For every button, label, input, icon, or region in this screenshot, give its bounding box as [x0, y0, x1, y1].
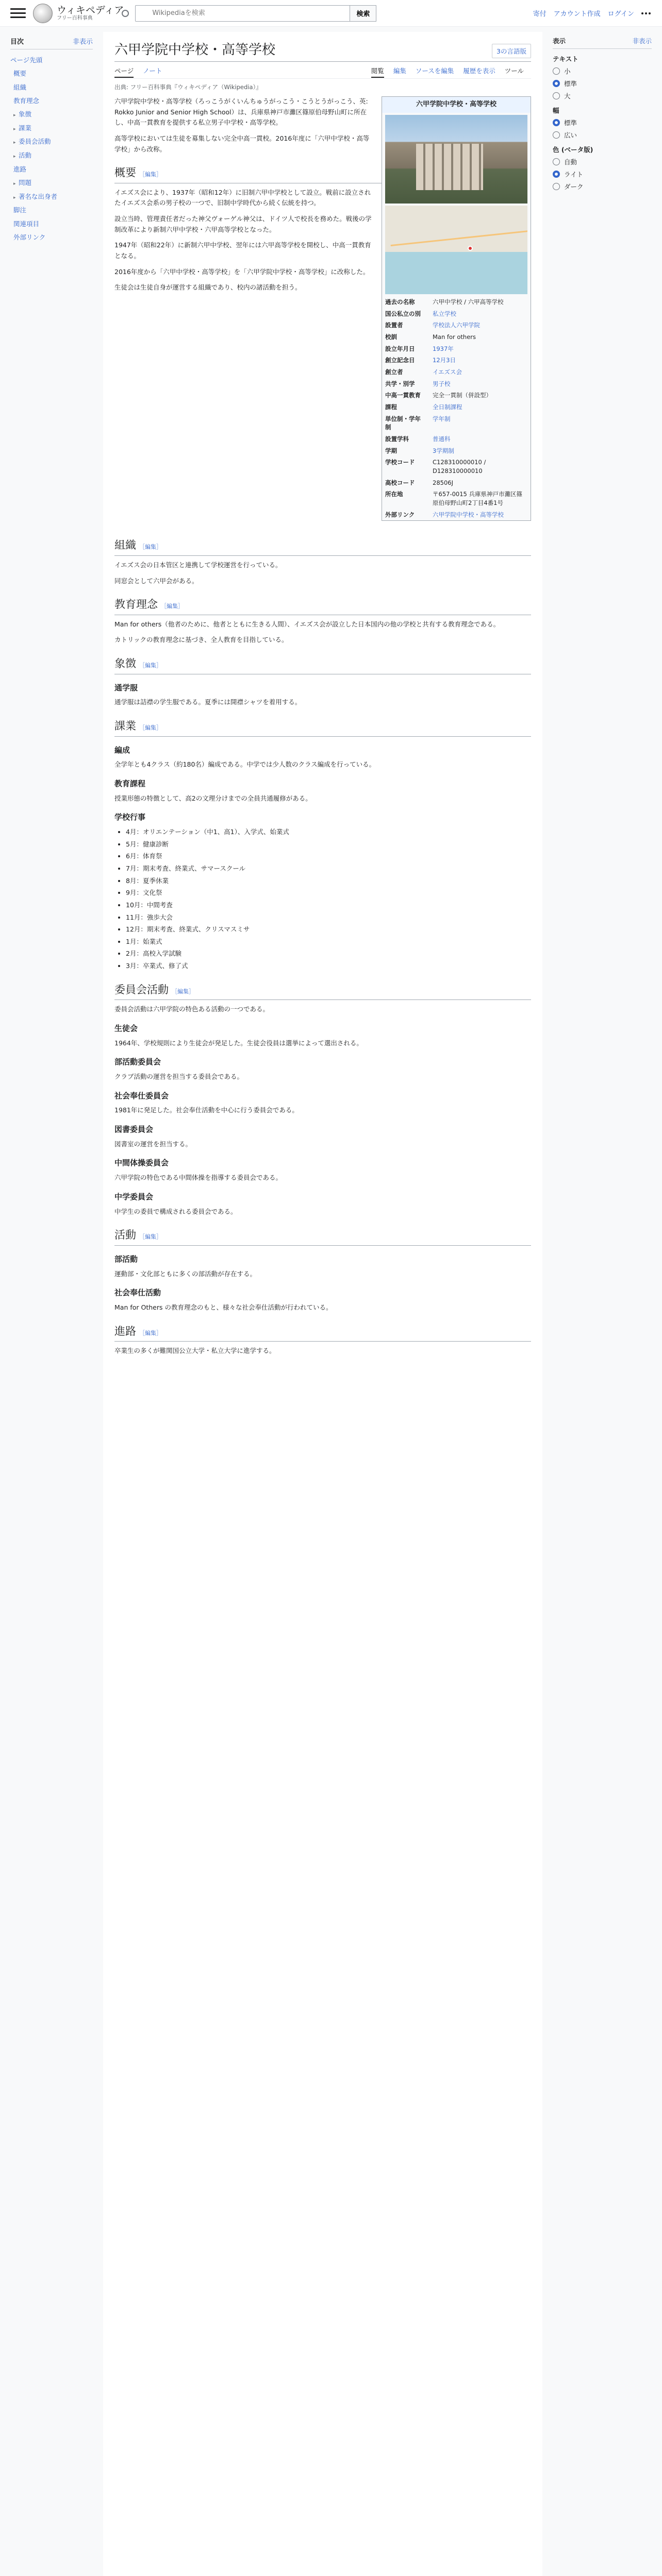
tab-history[interactable]: 履歴を表示 — [463, 67, 495, 75]
chevron-right-icon[interactable]: ▸ — [13, 140, 16, 146]
list-item: • 6月：体育祭 — [126, 851, 531, 862]
radio-selected-icon — [553, 171, 560, 178]
toc-sidebar — [10, 36, 93, 244]
section-heading-committee: 委員会活動 ［編集］ — [114, 981, 531, 1001]
chevron-right-icon[interactable]: ▸ — [13, 195, 16, 200]
list-item: • 10月：中間考査 — [126, 900, 531, 911]
toc-item-external[interactable]: 外部リンク — [13, 233, 46, 241]
radio-icon — [553, 131, 560, 139]
radio-selected-icon — [553, 119, 560, 126]
toc-item-notes[interactable]: 脚注 — [13, 206, 27, 214]
page-title: 六甲学院中学校・高等学校 — [114, 42, 276, 58]
infobox-table: 過去の名称 六甲中学校 / 六甲高等学校 国公私立の別 私立学校 設置者 学校法人六甲学院 校訓 Man for others 設立年月日 1937年 創立記念日 12月3日 創立者 イエズス会 共学・別学 男子校 中高一貫教育 完全一貫制（併設型） 課程 全日制課程 単位制・学年制 学年制 設置学科 普通科 学期 3学期制 学校コード C128310000010 / D128310000010 高校コード 28506J 所在地 〒657-0015 兵庫県神戸市灘区篠原伯母野山町2丁目4番1号 外部リンク 六甲学院中学校・高等学校 — [385, 298, 523, 518]
color-option-dark[interactable]: ダーク — [553, 182, 652, 191]
toc-item-committee[interactable]: ▸ 委員会活動 — [13, 138, 51, 146]
intro-paragraph: 六甲学院中学校・高等学校（ろっこうがくいんちゅうがっこう・こうとうがっこう、英: Rokko Junior and Senior High School）は、兵庫県神戸市灘区篠原伯母野山町に所在し、中高一貫教育を提供する私立男子中学校・高等学校。 — [114, 97, 368, 127]
intro-paragraph: 高等学校においては生徒を募集しない完全中高一貫校。2016年度に「六甲中学校・高等学校」から改称。 — [114, 134, 370, 153]
infobox-title: 六甲学院中学校・高等学校 — [382, 97, 531, 113]
edit-link[interactable]: ［編集］ — [139, 1329, 162, 1336]
toc-title: 目次 — [10, 38, 24, 46]
toc-item-problems[interactable]: ▸ 問題 — [13, 179, 32, 187]
article-body: 六甲学院中学校・高等学校 過去の名称 六甲中学校 / 六甲高等学校 国公私立の別 私立学校 設置者 学校法人六甲学院 校訓 Man for others 設立年月日 1937年 創立記念日 12月3日 創立者 イエズス会 共学・別学 男子校 中高一貫教育 完全一貫制（併設型） 課程 全日制課程 単位制・学年制 学年制 設置学科 普通科 学期 3学期制 学校コード C128310000010 / D128310000010 高校コード 28506J 所在地 〒657-0015 兵庫県神戸市灘区篠原伯母野山町2丁目4番1号 外部リンク 六甲学院中学校・高等学校 六甲学院中学校・高等学校（ろっこうがくいんちゅうがっこう・こうとうがっこう、英: Rokko Junior and Senior High School）は、兵庫県神戸市灘区篠原伯母野山町に所在し、中高一貫教育を提供する私立男子中学校・高等学校。 高等学校においては生徒を募集しない完全中高一貫校。2016年度に「六甲中学校・高等学校」から改称。 概要 ［編集］ イエズス会により、1937年（昭和12年）に旧制六甲中学校として設立。戦前に設立されたイエズス会系の男子校の一つで、旧制中学時代から続く伝統を持つ。 設立当時、管理責任者だった神父ヴォーゲル神父は、ドイツ人で校長を務めた。戦後の学制改革により新制六甲中学校・六甲高等学校となった。 1947年（昭和22年）に新制六甲中学校、翌年には六甲高等学校を開校し、中高一貫教育となる。 2016年度から「六甲中学校・高等学校」を「六甲学院中学校・高等学校」に改称した。 生徒会は生徒自身が運営する組織であり、校内の諸活動を担う。 組織 ［編集］ イエズス会の日本管区と連携して学校運営を行っている。 同窓会として六甲会がある。 教育理念 ［編集］ Man for others（他者のために、他者とともに生きる人間）、イエズス会が設立した日本国内の他の学校と共有する教育理念である。 カトリックの教育理念に基づき、全人教育を目指している。 象徴 ［編集］ 通学服 通学服は詰襟の学生服である。夏季には開襟シャツを着用する。 課業 ［編集］ 編成 全学年とも4クラス（約180名）編成である。中学では少人数のクラス編成を行っている。 教育課程 授業形態の特徴として、高2の文理分けまでの全員共通履修がある。 学校行事 • 4月：オリエンテーション（中1、高1）、入学式、始業式 • 5月：健康診断 • 6月：体育祭 • 7月：期末考査、終業式、サマースクール • 8月：夏季休業 • 9月：文化祭 • 10月：中間考査 • 11月：強歩大会 • 12月：期末考査、終業式、クリスマスミサ • 1月：始業式 • 2月：高校入学試験 • 3月：卒業式、修了式 委員会活動 ［編集］ 委員会活動は六甲学院の特色ある活動の一つである。 生徒会 1964年、学校規則により生徒会が発足した。生徒会役員は選挙によって選出される。 部活動委員会 クラブ活動の運営を担当する委員会である。 社会奉仕委員会 1981年に発足した。社会奉仕活動を中心に行う委員会である。 図書委員会 図書室の運営を担当する。 中間体操委員会 六甲学院の特色である中間体操を指導する委員会である。 中学委員会 中学生の委員で構成される委員会である。 活動 ［編集］ 部活動 運動部・文化部ともに多くの部活動が存在する。 社会奉仕活動 Man for Others の教育理念のもと、様々な社会奉仕活動が行われている。 進路 ［編集］ 卒業生の多くが難関国公立大学・私立大学に進学する。 — [114, 96, 531, 1357]
login-link[interactable]: ログイン — [607, 10, 634, 18]
section-heading-course: 課業 ［編集］ — [114, 717, 531, 737]
color-option-auto[interactable]: 自動 — [553, 157, 652, 166]
toc-item-alumni[interactable]: ▸ 著名な出身者 — [13, 192, 58, 200]
tab-edit[interactable]: 編集 — [393, 67, 406, 75]
section-heading-org: 組織 ［編集］ — [114, 536, 531, 556]
color-group-label: 色 (ベータ版) — [553, 146, 593, 154]
radio-selected-icon — [553, 80, 560, 87]
width-option-standard[interactable]: 標準 — [553, 118, 652, 127]
appearance-hide-button[interactable]: 非表示 — [632, 37, 652, 45]
appearance-sidebar — [553, 36, 652, 194]
section-heading-activities: 活動 ［編集］ — [114, 1226, 531, 1246]
toc-item-activities[interactable]: ▸ 活動 — [13, 151, 32, 160]
more-options-icon[interactable] — [641, 12, 652, 14]
text-size-option-small[interactable]: 小 — [553, 66, 652, 76]
toc-hide-button[interactable]: 非表示 — [72, 38, 93, 46]
color-option-light[interactable]: ライト — [553, 170, 652, 179]
tab-edit-source[interactable]: ソースを編集 — [415, 67, 454, 75]
radio-icon — [553, 158, 560, 165]
search-icon — [122, 10, 129, 17]
section-heading-career: 進路 ［編集］ — [114, 1323, 531, 1342]
edit-link[interactable]: ［編集］ — [139, 724, 162, 732]
school-photo[interactable] — [385, 115, 527, 204]
list-item: • 8月：夏季休業 — [126, 876, 531, 887]
tab-talk[interactable]: ノート — [143, 67, 162, 75]
infobox — [382, 96, 531, 521]
article-main — [103, 32, 542, 2576]
search-form — [135, 5, 376, 22]
article-source-note: 出典: フリー百科事典『ウィキペディア（Wikipedia）』 — [114, 83, 262, 91]
appearance-title: 表示 — [553, 37, 566, 45]
radio-icon — [553, 92, 560, 99]
text-size-group-label: テキスト — [553, 55, 578, 63]
text-size-option-large[interactable]: 大 — [553, 91, 652, 100]
tab-read[interactable]: 閲覧 — [371, 67, 384, 78]
donate-link[interactable]: 寄付 — [533, 10, 547, 18]
events-list — [126, 827, 531, 972]
site-logo[interactable] — [33, 4, 124, 23]
edit-link[interactable]: ［編集］ — [139, 1233, 162, 1241]
wikipedia-globe-icon — [33, 4, 53, 23]
toc-item-top[interactable]: ページ先頭 — [10, 56, 43, 64]
edit-link[interactable]: ［編集］ — [139, 662, 162, 669]
tab-page[interactable]: ページ — [114, 67, 134, 78]
width-group-label: 幅 — [553, 107, 559, 114]
tab-tools[interactable]: ツール — [504, 67, 524, 75]
language-button[interactable]: 3の言語版 — [492, 44, 531, 58]
map-pin-icon — [468, 246, 473, 251]
radio-icon — [553, 183, 560, 190]
edit-link[interactable]: ［編集］ — [172, 988, 194, 995]
list-item: • 4月：オリエンテーション（中1、高1）、入学式、始業式 — [126, 827, 531, 838]
list-item: • 5月：健康診断 — [126, 839, 531, 850]
list-item: • 9月：文化祭 — [126, 888, 531, 899]
chevron-right-icon[interactable]: ▸ — [13, 113, 16, 118]
list-item: • 3月：卒業式、修了式 — [126, 961, 531, 972]
edit-link[interactable]: ［編集］ — [139, 171, 162, 178]
list-item: • 1月：始業式 — [126, 937, 531, 947]
toc-item-course[interactable]: ▸ 課業 — [13, 124, 32, 132]
chevron-right-icon[interactable]: ▸ — [13, 154, 16, 160]
width-option-wide[interactable]: 広い — [553, 130, 652, 140]
chevron-right-icon[interactable]: ▸ — [13, 126, 16, 132]
chevron-right-icon[interactable]: ▸ — [13, 181, 16, 187]
main-menu-button[interactable] — [10, 6, 26, 21]
list-item: • 12月：期末考査、終業式、クリスマスミサ — [126, 924, 531, 935]
search-input[interactable] — [135, 5, 352, 22]
site-tagline: フリー百科事典 — [57, 15, 93, 22]
site-name: ウィキペディア — [57, 4, 124, 16]
toc-item-overview[interactable]: 概要 — [13, 70, 27, 78]
radio-icon — [553, 67, 560, 75]
toc-item-symbol[interactable]: ▸ 象徴 — [13, 110, 32, 118]
create-account-link[interactable]: アカウント作成 — [553, 10, 601, 18]
user-links — [533, 8, 652, 18]
search-button[interactable]: 検索 — [350, 5, 376, 22]
toc-item-related[interactable]: 関連項目 — [13, 219, 40, 228]
edit-link[interactable]: ［編集］ — [139, 544, 162, 551]
toc-item-org[interactable]: 組織 — [13, 83, 27, 91]
list-item: • 11月：強歩大会 — [126, 912, 531, 923]
location-map[interactable] — [385, 206, 527, 294]
text-size-option-standard[interactable]: 標準 — [553, 79, 652, 88]
list-item: • 2月：高校入学試験 — [126, 948, 531, 959]
section-heading-ideals: 教育理念 ［編集］ — [114, 596, 531, 615]
list-item: • 7月：期末考査、終業式、サマースクール — [126, 863, 531, 874]
toc-item-career[interactable]: 進路 — [13, 165, 27, 173]
section-heading-overview: 概要 ［編集］ — [114, 164, 531, 183]
section-heading-symbol: 象徴 ［編集］ — [114, 655, 531, 674]
edit-link[interactable]: ［編集］ — [161, 603, 184, 610]
page-tabs — [114, 62, 531, 79]
toc-item-ideals[interactable]: 教育理念 — [13, 96, 40, 105]
site-header — [0, 0, 662, 27]
